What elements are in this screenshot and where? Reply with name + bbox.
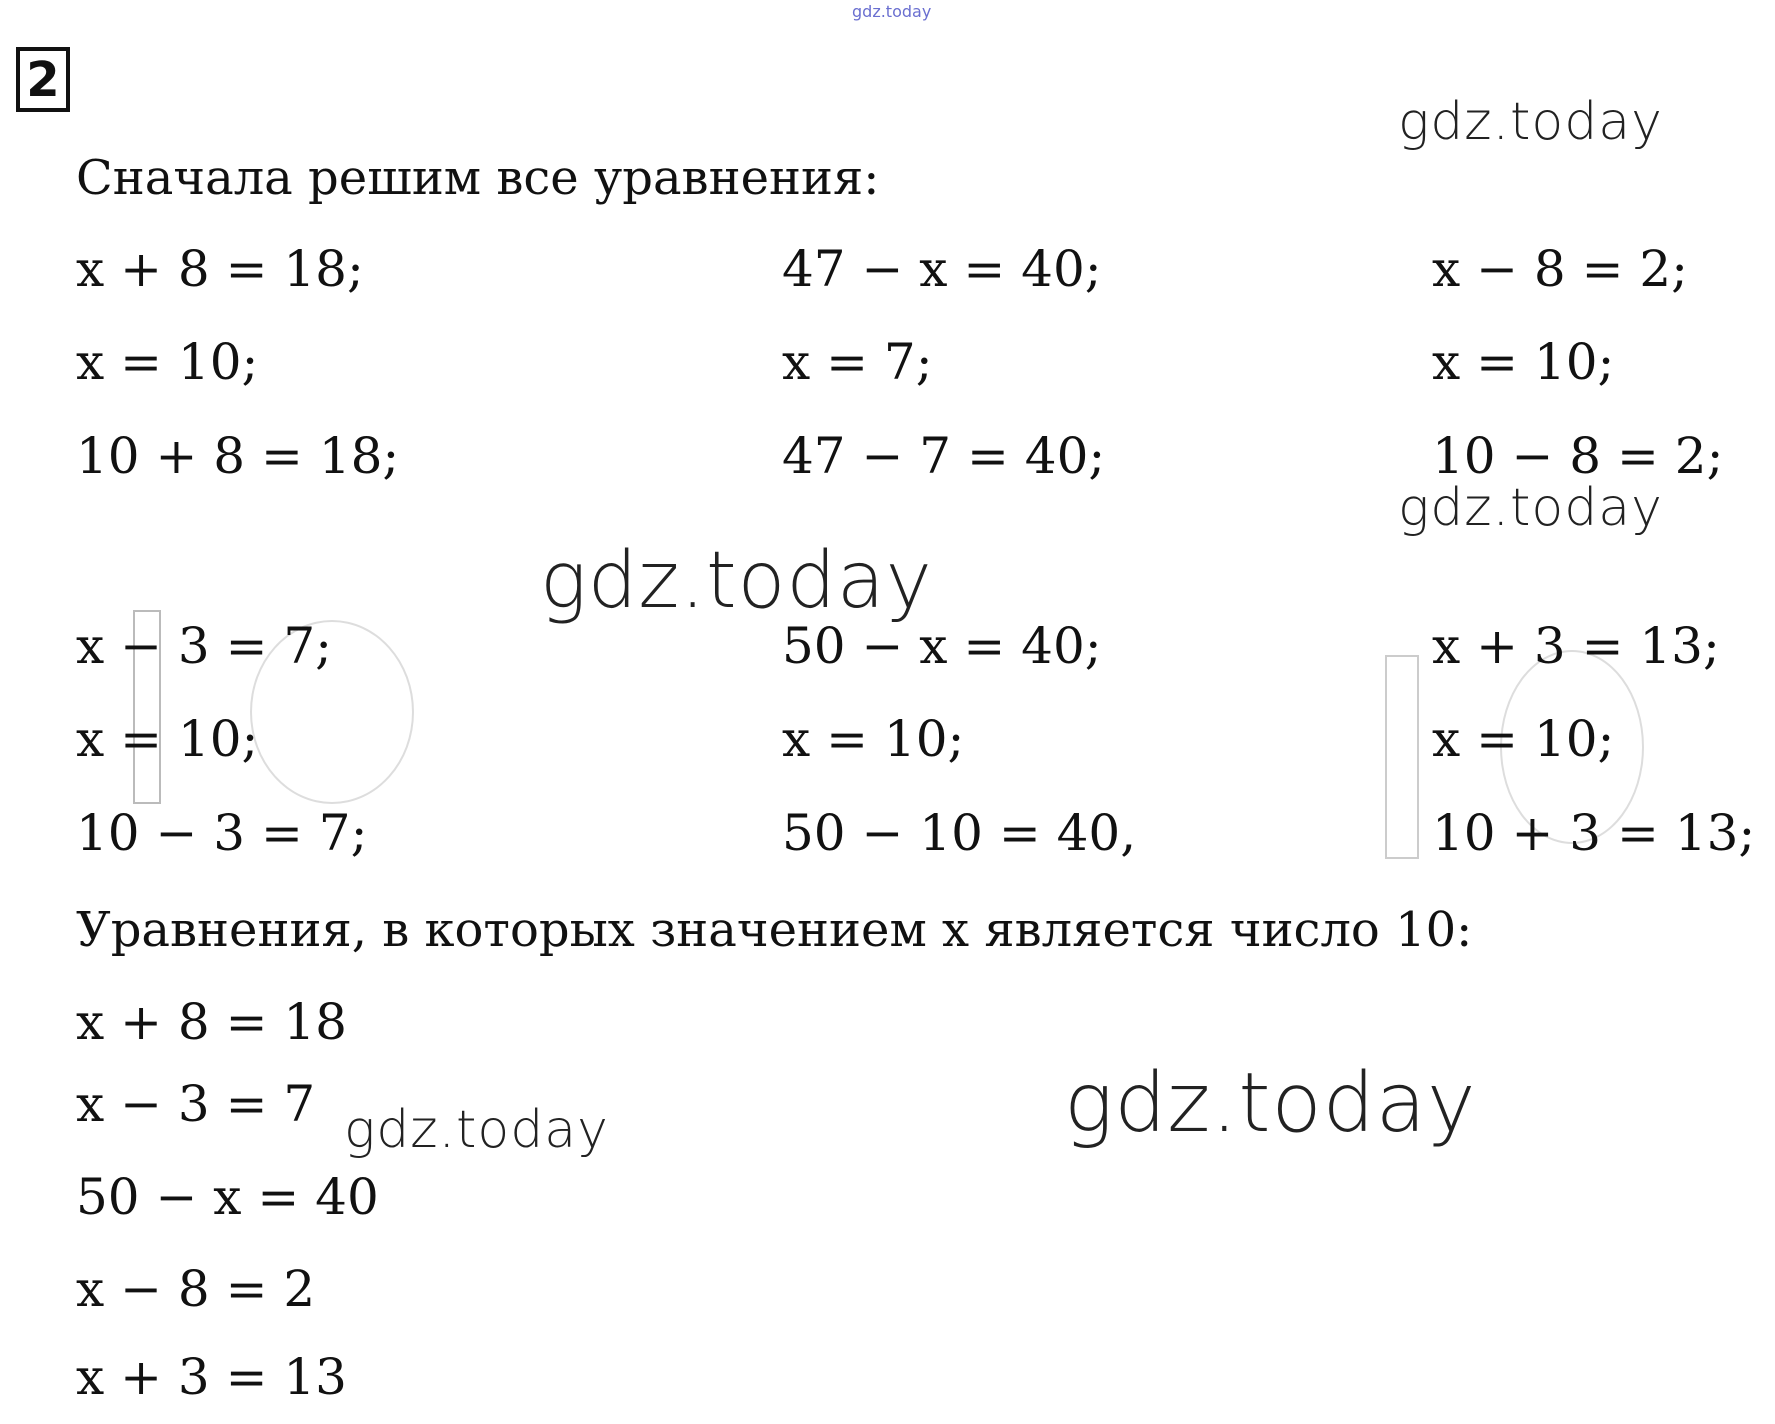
eq-r3-c1: 10 + 8 = 18;	[76, 427, 400, 485]
scan-artifact	[1385, 655, 1419, 859]
heading-answer: Уравнения, в которых значением x является число 10:	[76, 902, 1473, 958]
eq-r5-c1: x = 10;	[76, 710, 259, 768]
eq-r3-c2: 47 − 7 = 40;	[782, 427, 1106, 485]
answer-4: x − 8 = 2	[76, 1260, 316, 1318]
eq-r4-c3: x + 3 = 13;	[1432, 617, 1720, 675]
eq-r2-c1: x = 10;	[76, 333, 259, 391]
eq-r1-c1: x + 8 = 18;	[76, 240, 364, 298]
eq-r1-c2: 47 − x = 40;	[782, 240, 1102, 298]
answer-5: x + 3 = 13	[76, 1348, 347, 1406]
eq-r6-c3: 10 + 3 = 13;	[1432, 804, 1756, 862]
watermark-5: gdz.today	[1064, 1056, 1477, 1151]
watermark-4: gdz.today	[344, 1100, 609, 1160]
eq-r5-c3: x = 10;	[1432, 710, 1615, 768]
watermark-top: gdz.today	[852, 2, 932, 21]
answer-3: 50 − x = 40	[76, 1168, 379, 1226]
eq-r2-c3: x = 10;	[1432, 333, 1615, 391]
answer-1: x + 8 = 18	[76, 993, 347, 1051]
eq-r6-c2: 50 − 10 = 40,	[782, 804, 1137, 862]
watermark-2: gdz.today	[1398, 478, 1663, 538]
eq-r4-c2: 50 − x = 40;	[782, 617, 1102, 675]
heading-solve-all: Сначала решим все уравнения:	[76, 150, 880, 206]
eq-r1-c3: x − 8 = 2;	[1432, 240, 1689, 298]
watermark-1: gdz.today	[1398, 92, 1663, 152]
watermark-3: gdz.today	[540, 536, 933, 626]
eq-r5-c2: x = 10;	[782, 710, 965, 768]
answer-2: x − 3 = 7	[76, 1075, 316, 1133]
eq-r2-c2: x = 7;	[782, 333, 933, 391]
eq-r3-c3: 10 − 8 = 2;	[1432, 427, 1724, 485]
task-number-badge: 2	[16, 47, 70, 112]
eq-r6-c1: 10 − 3 = 7;	[76, 804, 368, 862]
eq-r4-c1: x − 3 = 7;	[76, 617, 333, 675]
